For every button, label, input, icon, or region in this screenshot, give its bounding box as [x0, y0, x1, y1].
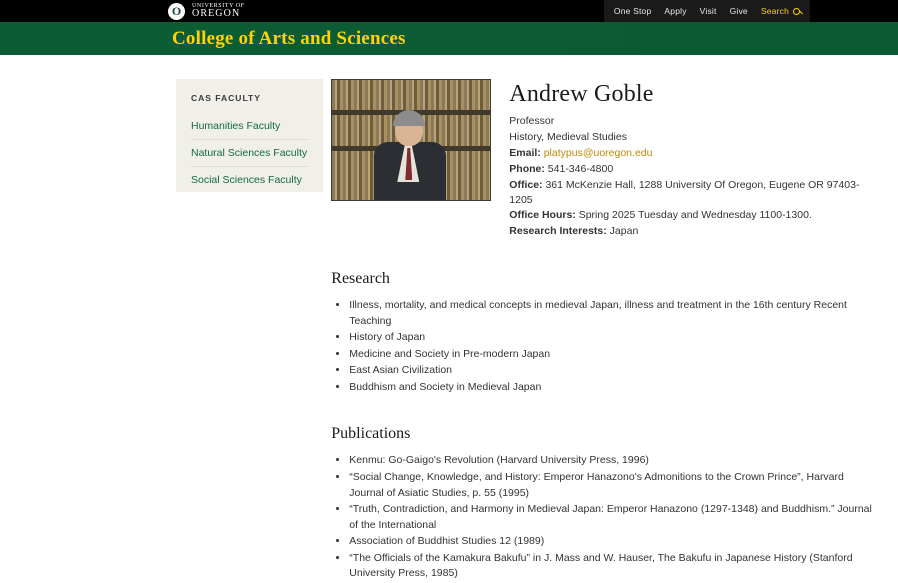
profile-phone-row — [509, 162, 878, 177]
photo-person — [368, 108, 454, 200]
profile-office-hours-row — [509, 208, 878, 223]
list-item: • Buddhism and Society in Medieval Japan — [349, 380, 878, 396]
faculty-photo — [331, 79, 491, 201]
search-label: Search — [760, 6, 789, 16]
sidebar-item-humanities[interactable] — [191, 113, 308, 140]
uo-o-logo-icon: O — [168, 3, 185, 20]
uo-wordmark-line2: OREGON — [192, 8, 241, 19]
page-body — [0, 55, 898, 583]
profile-email-label: Email: — [509, 146, 541, 159]
profile-email-row — [509, 146, 878, 161]
photo-person-hair — [393, 110, 425, 126]
utility-link-visit[interactable]: Visit — [699, 6, 717, 16]
profile-office-value: 361 McKenzie Hall, 1288 University Of Oregon, Eugene OR 97403-1205 — [509, 178, 860, 206]
list-item: • Kenmu: Go-Gaigo's Revolution (Harvard University Press, 1996) — [349, 453, 878, 469]
profile-email-link[interactable]: platypus@uoregon.edu — [543, 146, 653, 159]
list-item: • Medicine and Society in Pre-modern Japan — [349, 347, 878, 363]
site-header — [0, 22, 898, 55]
list-item: • “Truth, Contradiction, and Harmony in Medieval Japan: Emperor Hanazono (1297-1348) and Buddhism.” Journal of the International — [349, 502, 878, 533]
sidebar-item-label[interactable]: Natural Sciences Faculty — [191, 147, 308, 159]
profile-research-interests-row — [509, 224, 878, 239]
list-item: • Illness, mortality, and medical concepts in medieval Japan, illness and treatment in the 16th century Recent Teaching — [349, 298, 878, 329]
publications-section — [331, 425, 878, 581]
sidebar-item-natural-sciences[interactable] — [191, 140, 308, 167]
uo-wordmark — [192, 3, 245, 19]
profile-header — [331, 79, 878, 240]
research-section — [331, 270, 878, 395]
sidebar-heading: CAS FACULTY — [191, 93, 261, 103]
sidebar — [176, 79, 323, 192]
publications-heading: Publications — [331, 425, 411, 443]
profile-info — [509, 79, 878, 240]
publications-list — [331, 453, 878, 581]
utility-link-give[interactable]: Give — [729, 6, 748, 16]
list-item: • History of Japan — [349, 330, 878, 346]
research-heading: Research — [331, 270, 390, 288]
profile-title: Professor — [509, 115, 555, 127]
uo-brand[interactable] — [168, 3, 245, 20]
search-icon — [793, 8, 800, 15]
utility-links — [604, 0, 810, 22]
list-item: • “Social Change, Knowledge, and History: Emperor Hanazono's Admonitions to the Crown Prince”, Harvard Journal of Asiatic Studies, p. 55 (1995) — [349, 470, 878, 501]
site-title[interactable]: College of Arts and Sciences — [172, 27, 406, 49]
profile-office-hours-value: Spring 2025 Tuesday and Wednesday 1100-1300. — [578, 209, 812, 222]
sidebar-item-social-sciences[interactable] — [191, 167, 308, 193]
main-content — [331, 79, 898, 583]
utility-link-apply[interactable]: Apply — [664, 6, 687, 16]
sidebar-list — [191, 113, 308, 193]
profile-phone-label: Phone: — [509, 162, 545, 175]
profile-office-hours-label: Office Hours: — [509, 209, 576, 222]
list-item: • East Asian Civilization — [349, 363, 878, 379]
search-button[interactable] — [761, 6, 800, 16]
list-item: • Association of Buddhist Studies 12 (1989) — [349, 534, 878, 550]
profile-research-interests-value: Japan — [609, 225, 639, 238]
utility-link-one-stop[interactable]: One Stop — [613, 6, 652, 16]
profile-research-interests-label: Research Interests: — [509, 225, 607, 238]
research-list — [331, 298, 878, 395]
page-title: Andrew Goble — [509, 81, 654, 107]
profile-office-row — [509, 178, 878, 208]
list-item: • “The Officials of the Kamakura Bakufu” in J. Mass and W. Hauser, The Bakufu in Japanese History (Stanford University Press, 1985) — [349, 551, 878, 582]
utility-bar — [0, 0, 898, 22]
profile-office-label: Office: — [509, 178, 543, 191]
sidebar-item-label[interactable]: Social Sciences Faculty — [191, 174, 302, 186]
sidebar-item-label[interactable]: Humanities Faculty — [191, 120, 281, 132]
profile-phone-value: 541-346-4800 — [547, 162, 614, 175]
uo-wordmark-line1: UNIVERSITY OF — [192, 3, 245, 9]
profile-departments: History, Medieval Studies — [509, 130, 627, 143]
